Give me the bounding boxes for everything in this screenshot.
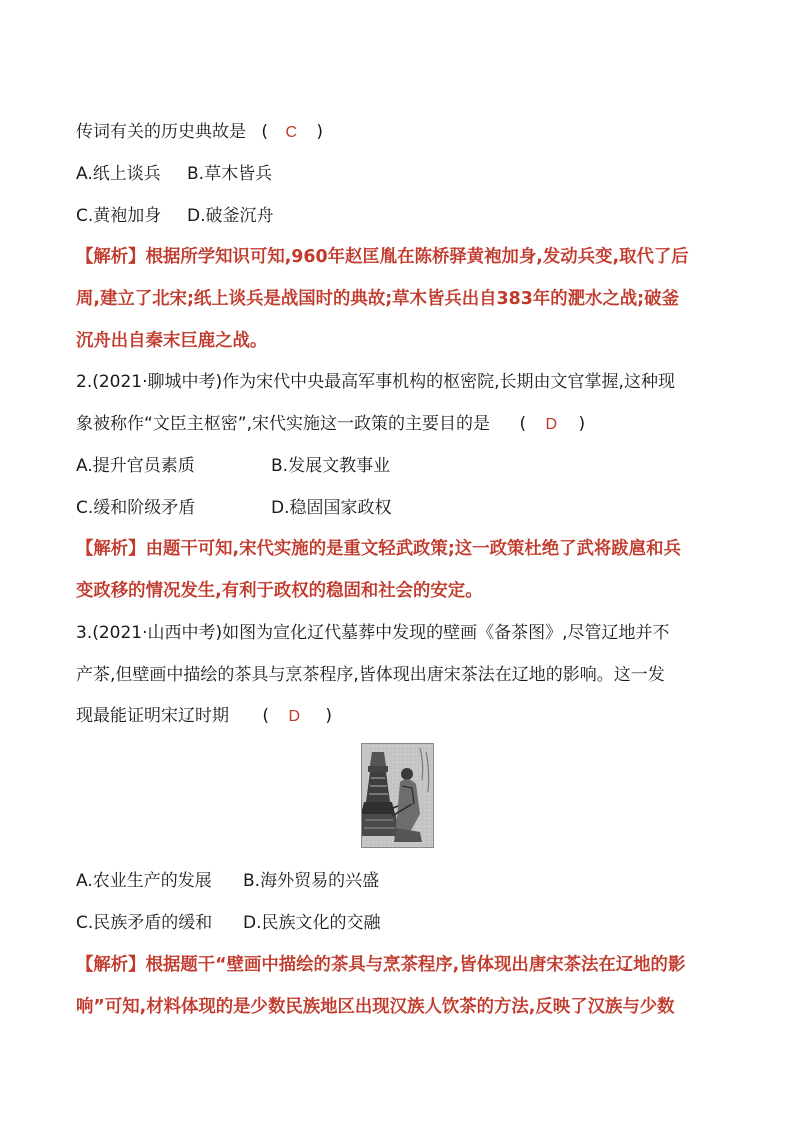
q1-analysis-tag: 【解析】 xyxy=(76,247,146,267)
q2-option-b: B.发展文教事业 xyxy=(271,456,391,476)
q3-answer: D xyxy=(288,708,301,725)
q3-option-d: D.民族文化的交融 xyxy=(243,913,381,933)
q2-stem-line-2: 象被称作“文臣主枢密”,宋代实施这一政策的主要目的是 ( D ) xyxy=(76,414,586,434)
q1-analysis-line-3: 沉舟出自秦末巨鹿之战。 xyxy=(76,331,268,351)
q3-analysis-tag: 【解析】 xyxy=(76,955,146,975)
q2-option-a: A.提升官员素质 xyxy=(76,456,195,476)
q2-stem-line-1: 2.(2021·聊城中考)作为宋代中央最高军事机构的枢密院,长期由文官掌握,这种现 xyxy=(76,372,675,392)
q1-option-b: B.草木皆兵 xyxy=(187,164,273,184)
q1-option-c: C.黄袍加身 xyxy=(76,206,162,226)
q3-options-row-2 xyxy=(76,912,381,934)
q3-options-row-1 xyxy=(76,870,379,892)
q1-options-row-2 xyxy=(76,205,274,227)
q2-options-row-2 xyxy=(76,497,392,519)
mural-illustration-icon xyxy=(362,744,433,847)
q3-analysis-line-2: 响”可知,材料体现的是少数民族地区出现汉族人饮茶的方法,反映了汉族与少数 xyxy=(76,997,675,1017)
q2-option-c: C.缓和阶级矛盾 xyxy=(76,498,196,518)
q1-option-a: A.纸上谈兵 xyxy=(76,164,161,184)
q3-option-b: B.海外贸易的兴盛 xyxy=(243,871,380,891)
q1-analysis-line-1: 【解析】根据所学知识可知,960年赵匡胤在陈桥驿黄袍加身,发动兵变,取代了后 xyxy=(76,247,689,267)
q2-analysis-line-2: 变政移的情况发生,有利于政权的稳固和社会的安定。 xyxy=(76,581,483,601)
q3-stem-line-2: 产茶,但壁画中描绘的茶具与烹茶程序,皆体现出唐宋茶法在辽地的影响。这一发 xyxy=(76,665,665,685)
q1-answer: C xyxy=(285,124,298,141)
q1-option-d: D.破釜沉舟 xyxy=(187,206,274,226)
q3-stem-line-3: 现最能证明宋辽时期 ( D ) xyxy=(76,706,333,726)
q2-options-row-1 xyxy=(76,455,390,477)
q3-option-c: C.民族矛盾的缓和 xyxy=(76,913,213,933)
q2-analysis-tag: 【解析】 xyxy=(76,539,146,559)
q3-option-a: A.农业生产的发展 xyxy=(76,871,212,891)
q2-option-d: D.稳固国家政权 xyxy=(271,498,392,518)
q1-stem: 传词有关的历史典故是 ( C ) xyxy=(76,122,324,142)
q1-options-row-1 xyxy=(76,163,272,185)
q3-stem-line-1: 3.(2021·山西中考)如图为宣化辽代墓葬中发现的壁画《备茶图》,尽管辽地并不 xyxy=(76,623,670,643)
mural-tea-preparation-image xyxy=(361,743,434,848)
q2-analysis-line-1: 【解析】由题干可知,宋代实施的是重文轻武政策;这一政策杜绝了武将跋扈和兵 xyxy=(76,539,681,559)
q1-analysis-line-2: 周,建立了北宋;纸上谈兵是战国时的典故;草木皆兵出自383年的淝水之战;破釜 xyxy=(76,289,679,309)
q3-analysis-line-1: 【解析】根据题干“壁画中描绘的茶具与烹茶程序,皆体现出唐宋茶法在辽地的影 xyxy=(76,955,686,975)
q2-answer: D xyxy=(545,416,558,433)
